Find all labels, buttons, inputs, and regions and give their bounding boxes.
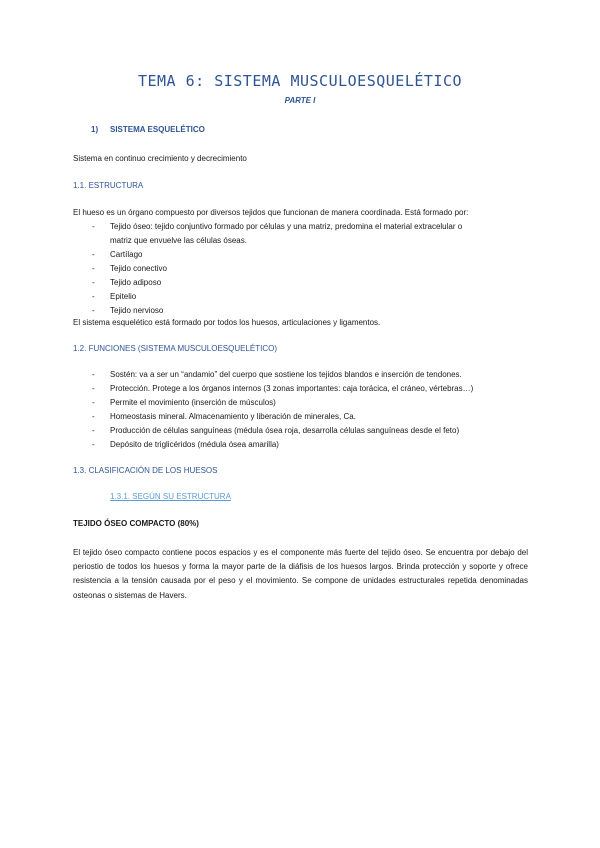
list-item: Permite el movimiento (inserción de músculos): [110, 398, 276, 407]
list-bullet: -: [92, 306, 95, 315]
section-1-intro: Sistema en continuo crecimiento y decrecimiento: [73, 154, 247, 163]
list-item: Tejido nervioso: [110, 306, 164, 315]
list-item: Homeostasis mineral. Almacenamiento y liberación de minerales, Ca.: [110, 412, 356, 421]
list-bullet: -: [92, 426, 95, 435]
list-bullet: -: [92, 292, 95, 301]
list-item: Protección. Protege a los órganos internos (3 zonas importantes: caja torácica, el cráneo, vértebras…): [110, 384, 474, 393]
compacto-heading: TEJIDO ÓSEO COMPACTO (80%): [73, 519, 199, 528]
list-item: Cartílago: [110, 250, 143, 259]
list-bullet: -: [92, 384, 95, 393]
estructura-intro: El hueso es un órgano compuesto por diversos tejidos que funcionan de manera coordinada. Está formado por:: [73, 208, 469, 217]
estructura-heading: 1.1. ESTRUCTURA: [73, 181, 144, 190]
list-bullet: -: [92, 222, 95, 231]
list-item: Tejido conectivo: [110, 264, 167, 273]
list-bullet: -: [92, 398, 95, 407]
list-item: Epitelio: [110, 292, 137, 301]
list-item: Producción de células sanguíneas (médula ósea roja, desarrolla células sanguíneas desde el feto): [110, 426, 460, 435]
list-bullet: -: [92, 250, 95, 259]
list-bullet: -: [92, 412, 95, 421]
section-1-heading: SISTEMA ESQUELÉTICO: [110, 125, 205, 134]
list-bullet: -: [92, 278, 95, 287]
list-item-continuation: matriz que envuelve las células óseas.: [110, 236, 247, 245]
section-1-number: 1): [91, 125, 99, 134]
list-item: Depósito de triglicéridos (médula ósea amarilla): [110, 440, 279, 449]
funciones-heading: 1.2. FUNCIONES (SISTEMA MUSCULOESQUELÉTICO): [73, 344, 278, 353]
list-item: Tejido óseo: tejido conjuntivo formado por células y una matriz, predomina el material extracelular o: [110, 222, 463, 231]
clasificacion-subheading: 1.3.1. SEGÚN SU ESTRUCTURA: [110, 492, 231, 501]
compacto-paragraph: El tejido óseo compacto contiene pocos espacios y es el componente más fuerte del tejido óseo. Se encuentra por debajo del periostio de todos los huesos y forma la mayor parte de la diáfisis de los huesos largos. Brinda protección y soporte y ofrece resistencia a la tensión causada por el peso y el movimiento. Se compone de unidades estructurales repetida denominadas osteonas o sistemas de Havers.: [73, 548, 528, 600]
list-bullet: -: [92, 370, 95, 379]
list-item: Sostén: va a ser un “andamio” del cuerpo que sostiene los tejidos blandos e inserción de tendones.: [110, 370, 462, 379]
clasificacion-heading: 1.3. CLASIFICACIÓN DE LOS HUESOS: [73, 466, 218, 475]
document-subtitle: PARTE I: [284, 96, 316, 105]
estructura-closing: El sistema esquelético está formado por todos los huesos, articulaciones y ligamentos.: [73, 318, 381, 327]
list-item: Tejido adiposo: [110, 278, 162, 287]
document-title: TEMA 6: SISTEMA MUSCULOESQUELÉTICO: [137, 72, 463, 90]
list-bullet: -: [92, 264, 95, 273]
list-bullet: -: [92, 440, 95, 449]
